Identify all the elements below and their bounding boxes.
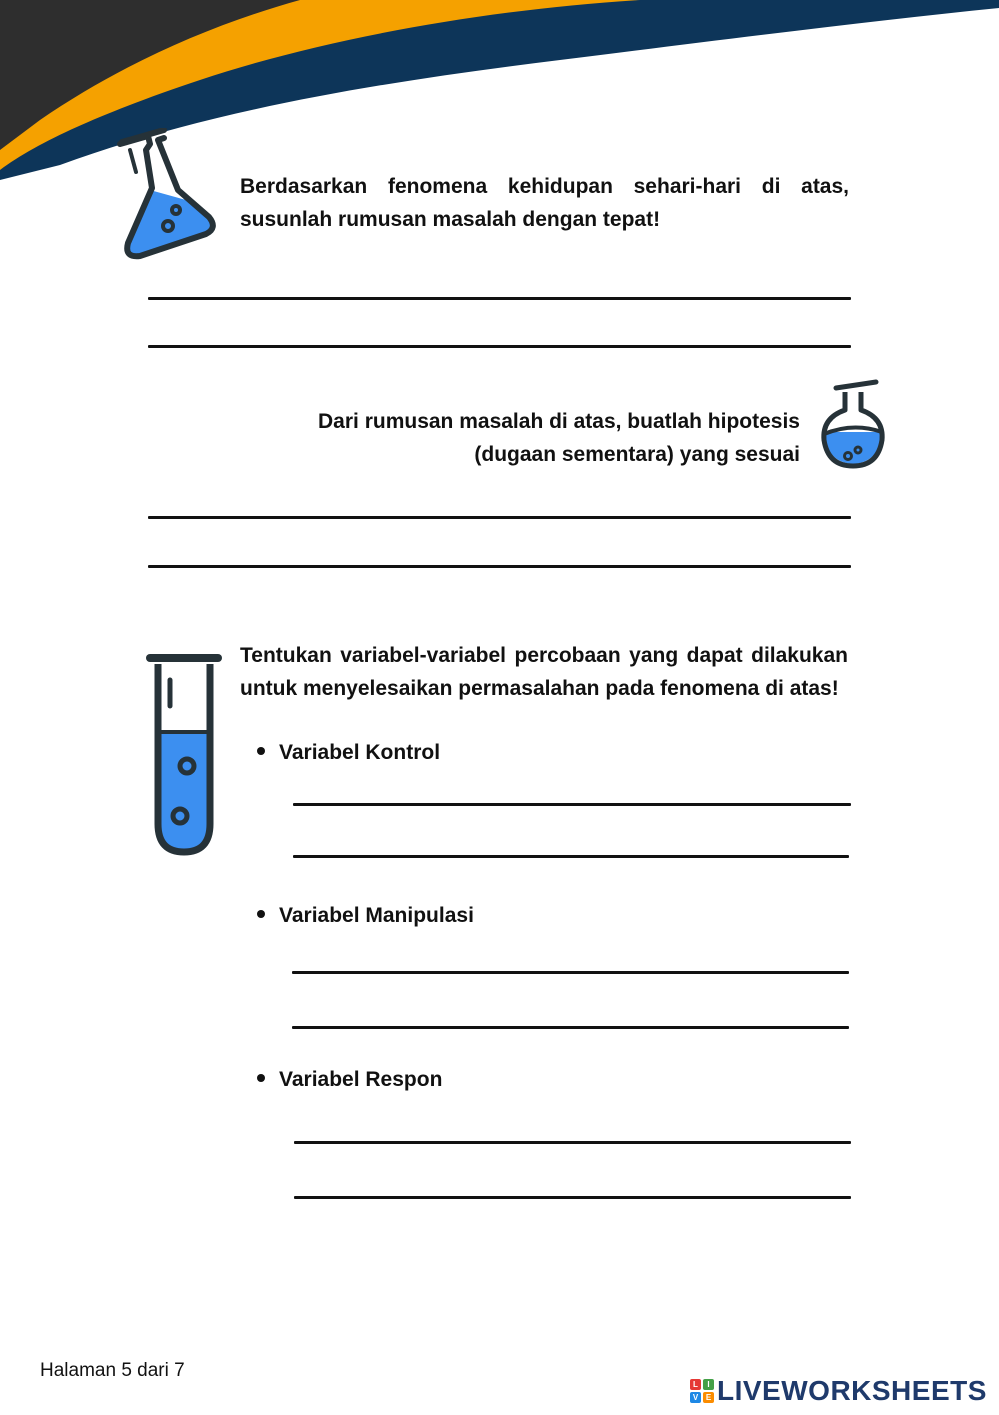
answer-line[interactable] [148,565,851,568]
variabel-respon-label: Variabel Respon [279,1068,443,1091]
test-tube-icon [146,650,222,860]
variabel-kontrol-item [257,738,440,768]
answer-line[interactable] [294,1141,851,1144]
liveworksheets-logo[interactable] [690,1372,987,1410]
bullet-icon [257,747,265,755]
answer-line[interactable] [293,855,849,858]
question-variabel: Tentukan variabel-variabel percobaan yang dapat dilakukan untuk menyelesaikan permasalahan pada fenomena di atas! [240,644,848,700]
question-hipotesis [200,405,800,471]
answer-line[interactable] [148,516,851,519]
bullet-icon [257,1074,265,1082]
round-flask-icon [818,376,888,472]
bullet-icon [257,910,265,918]
variabel-kontrol-label: Variabel Kontrol [279,741,441,764]
answer-line[interactable] [148,297,851,300]
erlenmeyer-flask-icon [108,128,218,263]
liveworksheets-brand-name: LIVEWORKSHEETS [717,1375,987,1406]
variabel-manipulasi-item [257,901,474,931]
question-rumusan-masalah: Berdasarkan fenomena kehidupan sehari-hari di atas, susunlah rumusan masalah dengan tepat! [240,175,849,231]
variabel-respon-item [257,1065,442,1095]
liveworksheets-logo-icon [690,1379,714,1403]
answer-line[interactable] [294,1196,851,1199]
answer-line[interactable] [292,1026,849,1029]
logo-letter: I [703,1379,714,1390]
question-hipotesis-line1: Dari rumusan masalah di atas, buatlah hipotesis [318,410,800,433]
answer-line[interactable] [292,971,849,974]
logo-letter: L [690,1379,701,1390]
answer-line[interactable] [148,345,851,348]
question-hipotesis-line2: (dugaan sementara) yang sesuai [474,443,800,466]
logo-letter: V [690,1392,701,1403]
page-number: Halaman 5 dari 7 [40,1360,185,1381]
answer-line[interactable] [293,803,851,806]
logo-letter: E [703,1392,714,1403]
variabel-manipulasi-label: Variabel Manipulasi [279,904,474,927]
